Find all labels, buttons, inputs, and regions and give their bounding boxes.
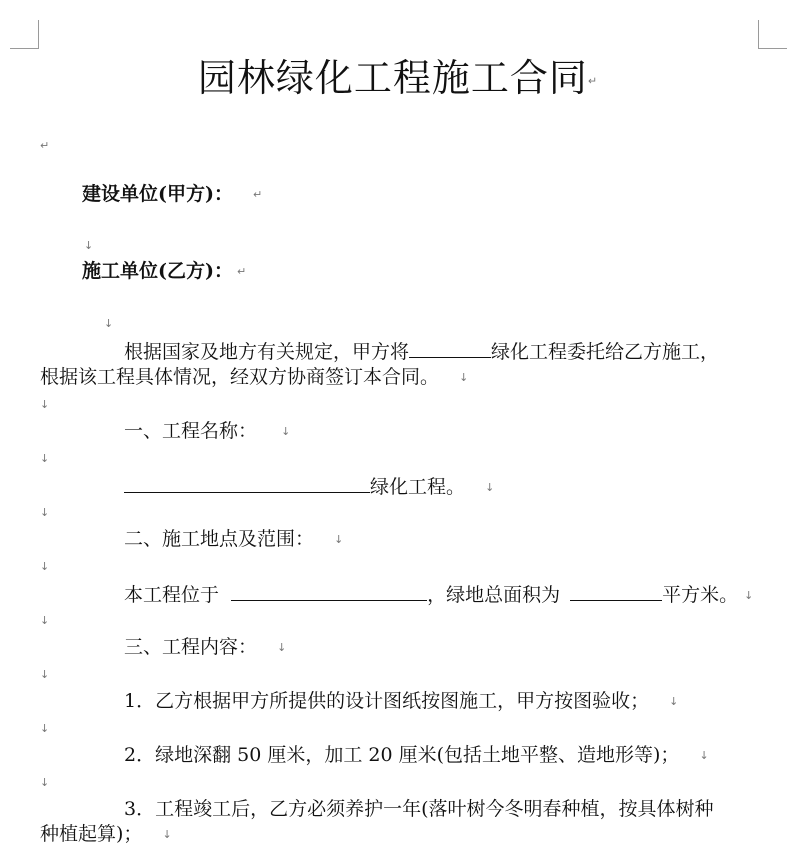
location-blank [231, 580, 427, 601]
party-a-line [82, 181, 262, 208]
empty-paragraph [40, 661, 49, 688]
empty-paragraph [40, 607, 49, 634]
section-1-suffix: 绿化工程。 [370, 476, 466, 498]
preamble-line-1 [124, 337, 719, 365]
project-name-blank [409, 337, 491, 358]
line-break-icon: ↓ [459, 371, 469, 384]
section-3-item-1-text: 1．乙方根据甲方所提供的设计图纸按图施工，甲方按图验收； [124, 690, 650, 712]
line-break-icon: ↓ [84, 239, 94, 252]
party-a-label: 建设单位(甲方)： [82, 183, 233, 205]
project-title-blank [124, 472, 370, 493]
line-break-icon: ↓ [40, 560, 50, 573]
preamble-line-2 [40, 364, 468, 391]
line-break-icon: ↓ [744, 589, 754, 602]
section-3-heading [124, 634, 286, 661]
line-break-icon: ↓ [669, 695, 679, 708]
section-3-item-3-line-1 [124, 796, 714, 822]
empty-paragraph [40, 445, 49, 472]
paragraph-mark-icon: ↵ [236, 265, 247, 278]
section-2-text-3: 平方米。 [662, 584, 739, 606]
empty-paragraph [40, 553, 49, 580]
line-break-icon: ↓ [104, 317, 114, 330]
area-blank [570, 580, 662, 601]
section-2-text-1: 本工程位于 [124, 584, 220, 606]
line-break-icon: ↓ [281, 425, 291, 438]
party-b-label: 施工单位(乙方)： [82, 260, 233, 282]
paragraph-mark-icon: ↵ [40, 139, 50, 152]
line-break-icon: ↓ [334, 533, 344, 546]
section-3-item-3-text-2: 种植起算)； [40, 823, 143, 845]
section-2-heading [124, 526, 343, 553]
line-break-icon: ↓ [277, 641, 287, 654]
line-break-icon: ↓ [162, 828, 172, 841]
section-2-text-2: ，绿地总面积为 [427, 584, 561, 606]
section-3-item-2-text: 2．绿地深翻 50 厘米，加工 20 厘米(包括土地平整、造地形等)； [124, 744, 680, 766]
line-break-icon: ↓ [40, 776, 50, 789]
section-1-heading-text: 一、工程名称： [124, 420, 258, 442]
empty-paragraph [40, 132, 49, 159]
section-2-heading-text: 二、施工地点及范围： [124, 528, 315, 550]
section-3-item-2 [124, 742, 709, 769]
line-break-icon: ↓ [40, 722, 50, 735]
section-3-item-3-text-1: 3．工程竣工后，乙方必须养护一年(落叶树今冬明春种植，按具体树种 [124, 798, 714, 820]
empty-paragraph [104, 310, 113, 337]
section-3-heading-text: 三、工程内容： [124, 636, 258, 658]
line-break-icon: ↓ [40, 668, 50, 681]
crop-mark-top-left [10, 20, 39, 49]
line-break-icon: ↓ [485, 481, 495, 494]
empty-paragraph [40, 391, 49, 418]
paragraph-mark-icon: ↵ [587, 74, 599, 88]
line-break-icon: ↓ [40, 398, 50, 411]
empty-paragraph [40, 715, 49, 742]
section-1-content [124, 472, 494, 501]
preamble-text-2: 绿化工程委托给乙方施工， [491, 341, 720, 363]
paragraph-mark-icon: ↵ [253, 188, 263, 201]
crop-mark-top-right [758, 20, 787, 49]
document-title-text: 园林绿化工程施工合同 [197, 56, 588, 100]
line-break-icon: ↓ [40, 506, 50, 519]
section-3-item-3-line-2 [40, 821, 172, 847]
line-break-icon: ↓ [40, 614, 50, 627]
empty-paragraph [84, 232, 93, 259]
empty-paragraph [40, 769, 49, 796]
empty-paragraph [40, 499, 49, 526]
section-3-item-1 [124, 688, 678, 715]
preamble-text-1: 根据国家及地方有关规定，甲方将 [124, 341, 410, 363]
section-1-heading [124, 418, 290, 445]
line-break-icon: ↓ [40, 452, 50, 465]
party-b-line [82, 258, 246, 285]
line-break-icon: ↓ [699, 749, 709, 762]
preamble-text-3: 根据该工程具体情况，经双方协商签订本合同。 [40, 366, 440, 388]
section-2-content [124, 580, 753, 609]
document-title [0, 52, 796, 108]
